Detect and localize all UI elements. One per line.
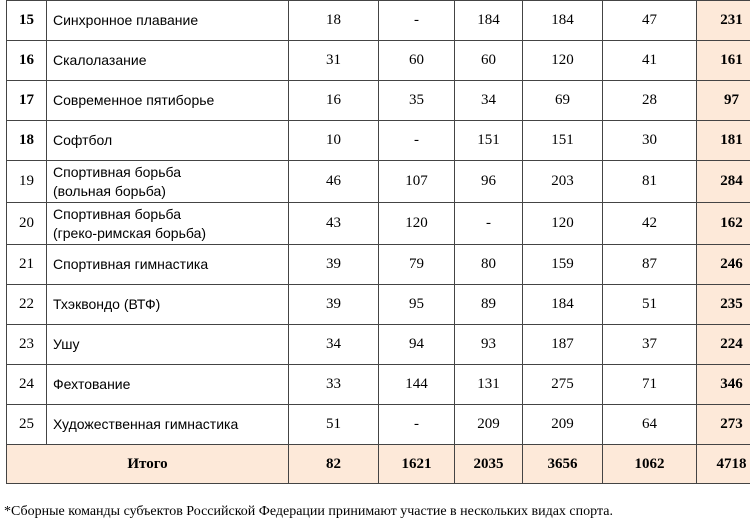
cell-c3: 60 (455, 41, 523, 81)
sport-name-line: Скалолазание (53, 52, 147, 68)
cell-c2: - (379, 121, 455, 161)
row-number: 16 (7, 41, 47, 81)
total-c1: 82 (289, 445, 379, 484)
sport-name (47, 81, 289, 121)
sport-name (47, 121, 289, 161)
row-number: 24 (7, 365, 47, 405)
cell-c4: 275 (523, 365, 603, 405)
cell-c3: 34 (455, 81, 523, 121)
sport-name-line: Спортивная борьба (53, 205, 181, 222)
cell-c3: 93 (455, 325, 523, 365)
cell-c1: 43 (289, 203, 379, 245)
cell-c2: 35 (379, 81, 455, 121)
sport-name (47, 325, 289, 365)
table-body (7, 1, 750, 445)
sport-name-line: (греко-римская борьба) (53, 224, 207, 241)
total-c5: 1062 (603, 445, 697, 484)
cell-c1: 33 (289, 365, 379, 405)
footnote: *Сборные команды субъектов Российской Федерации принимают участие в нескольких видах спорта. (4, 504, 613, 519)
sport-name (47, 365, 289, 405)
table-row (7, 41, 750, 81)
cell-c1: 31 (289, 41, 379, 81)
sport-name (47, 245, 289, 285)
cell-c4: 203 (523, 161, 603, 203)
row-total: 246 (697, 245, 750, 285)
cell-c3: 184 (455, 1, 523, 41)
row-number: 20 (7, 203, 47, 245)
cell-c5: 47 (603, 1, 697, 41)
total-c3: 2035 (455, 445, 523, 484)
sport-name-line: Спортивная гимнастика (53, 256, 209, 272)
cell-c3: - (455, 203, 523, 245)
cell-c5: 64 (603, 405, 697, 445)
cell-c2: 79 (379, 245, 455, 285)
row-number: 21 (7, 245, 47, 285)
cell-c1: 18 (289, 1, 379, 41)
cell-c1: 10 (289, 121, 379, 161)
table-row (7, 203, 750, 245)
sports-table (6, 0, 750, 484)
cell-c1: 51 (289, 405, 379, 445)
cell-c5: 30 (603, 121, 697, 161)
row-total: 231 (697, 1, 750, 41)
row-total: 273 (697, 405, 750, 445)
sport-name-line: Ушу (53, 336, 80, 352)
table-row (7, 285, 750, 325)
sport-name-line: Художественная гимнастика (53, 416, 239, 432)
row-number: 23 (7, 325, 47, 365)
row-total: 162 (697, 203, 750, 245)
total-c4: 3656 (523, 445, 603, 484)
row-total: 235 (697, 285, 750, 325)
row-number: 25 (7, 405, 47, 445)
cell-c4: 69 (523, 81, 603, 121)
row-total: 284 (697, 161, 750, 203)
total-row (7, 445, 750, 484)
cell-c5: 71 (603, 365, 697, 405)
cell-c3: 151 (455, 121, 523, 161)
cell-c1: 16 (289, 81, 379, 121)
cell-c4: 120 (523, 203, 603, 245)
row-number: 15 (7, 1, 47, 41)
table-row (7, 161, 750, 203)
cell-c2: 60 (379, 41, 455, 81)
row-total: 97 (697, 81, 750, 121)
table-row (7, 365, 750, 405)
cell-c5: 87 (603, 245, 697, 285)
total-c2: 1621 (379, 445, 455, 484)
row-total: 346 (697, 365, 750, 405)
table-row (7, 245, 750, 285)
cell-c3: 80 (455, 245, 523, 285)
cell-c1: 39 (289, 245, 379, 285)
cell-c2: 94 (379, 325, 455, 365)
cell-c2: - (379, 1, 455, 41)
table-row (7, 325, 750, 365)
total-label: Итого (7, 445, 289, 484)
row-number: 22 (7, 285, 47, 325)
table-row (7, 405, 750, 445)
cell-c4: 184 (523, 285, 603, 325)
sport-name-line: (вольная борьба) (53, 182, 166, 199)
cell-c4: 159 (523, 245, 603, 285)
cell-c1: 39 (289, 285, 379, 325)
row-number: 18 (7, 121, 47, 161)
sport-name-line: Софтбол (53, 132, 113, 148)
table-row (7, 81, 750, 121)
total-sum: 4718 (697, 445, 750, 484)
cell-c5: 51 (603, 285, 697, 325)
cell-c1: 34 (289, 325, 379, 365)
cell-c2: 107 (379, 161, 455, 203)
sport-name (47, 161, 289, 203)
row-total: 224 (697, 325, 750, 365)
row-total: 181 (697, 121, 750, 161)
cell-c4: 184 (523, 1, 603, 41)
cell-c2: 95 (379, 285, 455, 325)
cell-c4: 209 (523, 405, 603, 445)
cell-c1: 46 (289, 161, 379, 203)
sport-name-line: Современное пятиборье (53, 92, 215, 108)
cell-c5: 42 (603, 203, 697, 245)
cell-c5: 81 (603, 161, 697, 203)
sport-name-line: Спортивная борьба (53, 163, 181, 180)
row-number: 17 (7, 81, 47, 121)
cell-c2: 120 (379, 203, 455, 245)
table-row (7, 1, 750, 41)
cell-c4: 187 (523, 325, 603, 365)
cell-c3: 96 (455, 161, 523, 203)
cell-c5: 28 (603, 81, 697, 121)
cell-c2: - (379, 405, 455, 445)
cell-c3: 89 (455, 285, 523, 325)
cell-c3: 209 (455, 405, 523, 445)
table-row (7, 121, 750, 161)
cell-c5: 41 (603, 41, 697, 81)
sport-name-line: Тхэквондо (ВТФ) (53, 296, 161, 312)
sport-name (47, 285, 289, 325)
sport-name-line: Синхронное плавание (53, 12, 199, 28)
cell-c4: 151 (523, 121, 603, 161)
sport-name (47, 1, 289, 41)
cell-c5: 37 (603, 325, 697, 365)
sport-name (47, 203, 289, 245)
sport-name (47, 41, 289, 81)
sport-name (47, 405, 289, 445)
cell-c4: 120 (523, 41, 603, 81)
cell-c3: 131 (455, 365, 523, 405)
sport-name-line: Фехтование (53, 376, 131, 392)
row-total: 161 (697, 41, 750, 81)
cell-c2: 144 (379, 365, 455, 405)
row-number: 19 (7, 161, 47, 203)
